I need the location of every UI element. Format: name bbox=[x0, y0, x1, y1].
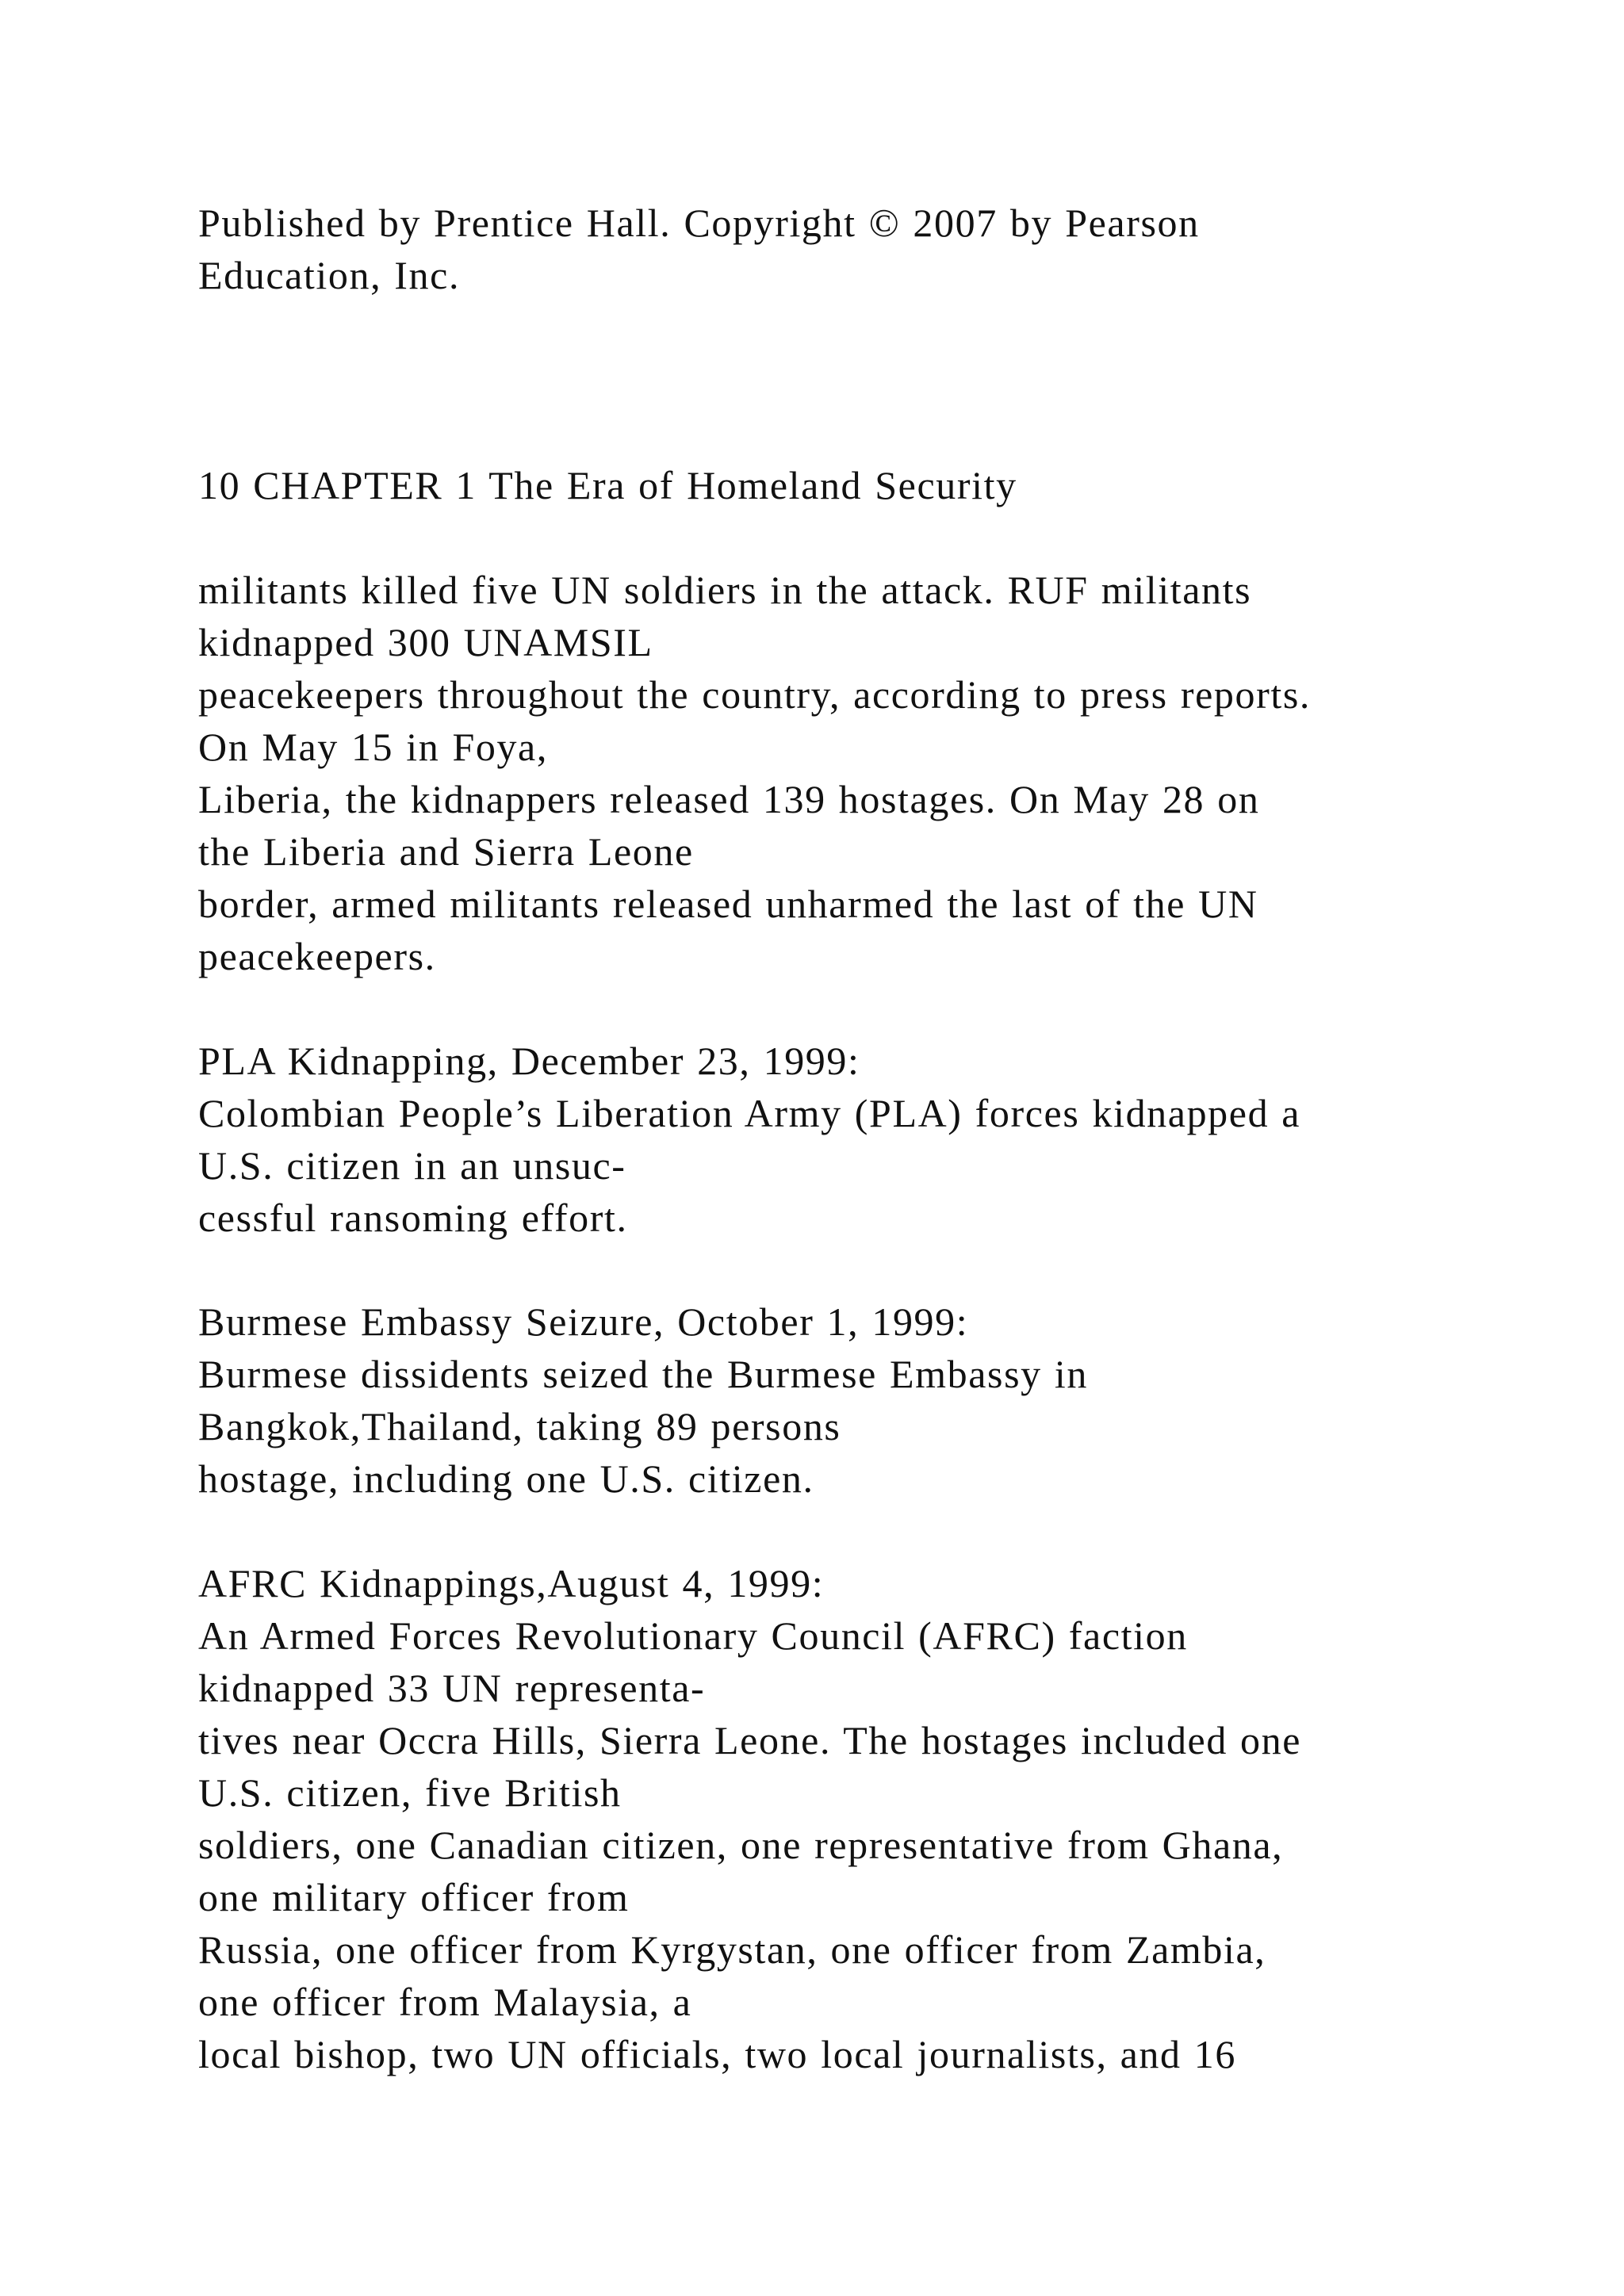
body-line: peacekeepers. bbox=[198, 934, 436, 978]
section-heading: Burmese Embassy Seizure, October 1, 1999: bbox=[198, 1299, 969, 1344]
chapter-heading: 10 CHAPTER 1 The Era of Homeland Security bbox=[198, 463, 1017, 507]
body-line: An Armed Forces Revolutionary Council (AFRC) faction bbox=[198, 1613, 1188, 1658]
body-line: hostage, including one U.S. citizen. bbox=[198, 1456, 814, 1501]
body-line: one military officer from bbox=[198, 1875, 630, 1919]
body-line: militants killed five UN soldiers in the attack. RUF militants bbox=[198, 568, 1252, 612]
body-line: one officer from Malaysia, a bbox=[198, 1980, 692, 2024]
body-line: kidnapped 33 UN representa- bbox=[198, 1666, 706, 1710]
body-line: U.S. citizen in an unsuc- bbox=[198, 1143, 626, 1188]
body-line: border, armed militants released unharmed the last of the UN bbox=[198, 882, 1258, 926]
body-line: local bishop, two UN officials, two local journalists, and 16 bbox=[198, 2032, 1236, 2076]
body-line: kidnapped 300 UNAMSIL bbox=[198, 620, 653, 664]
body-line: Liberia, the kidnappers released 139 hostages. On May 28 on bbox=[198, 777, 1260, 821]
body-line: peacekeepers throughout the country, according to press reports. bbox=[198, 672, 1311, 717]
body-line: U.S. citizen, five British bbox=[198, 1770, 622, 1815]
body-line: the Liberia and Sierra Leone bbox=[198, 829, 694, 874]
body-line: tives near Occra Hills, Sierra Leone. The hostages included one bbox=[198, 1718, 1302, 1762]
body-line: Russia, one officer from Kyrgystan, one officer from Zambia, bbox=[198, 1927, 1266, 1972]
publisher-line: Published by Prentice Hall. Copyright © 2007 by Pearson bbox=[198, 201, 1200, 245]
body-line: On May 15 in Foya, bbox=[198, 725, 548, 769]
body-line: cessful ransoming effort. bbox=[198, 1196, 628, 1240]
body-line: Burmese dissidents seized the Burmese Embassy in bbox=[198, 1352, 1088, 1396]
body-line: soldiers, one Canadian citizen, one representative from Ghana, bbox=[198, 1823, 1284, 1867]
section-heading: AFRC Kidnappings,August 4, 1999: bbox=[198, 1561, 825, 1605]
body-line: Colombian People’s Liberation Army (PLA) forces kidnapped a bbox=[198, 1091, 1301, 1135]
publisher-line: Education, Inc. bbox=[198, 253, 461, 297]
section-heading: PLA Kidnapping, December 23, 1999: bbox=[198, 1039, 860, 1083]
body-line: Bangkok,Thailand, taking 89 persons bbox=[198, 1404, 841, 1448]
